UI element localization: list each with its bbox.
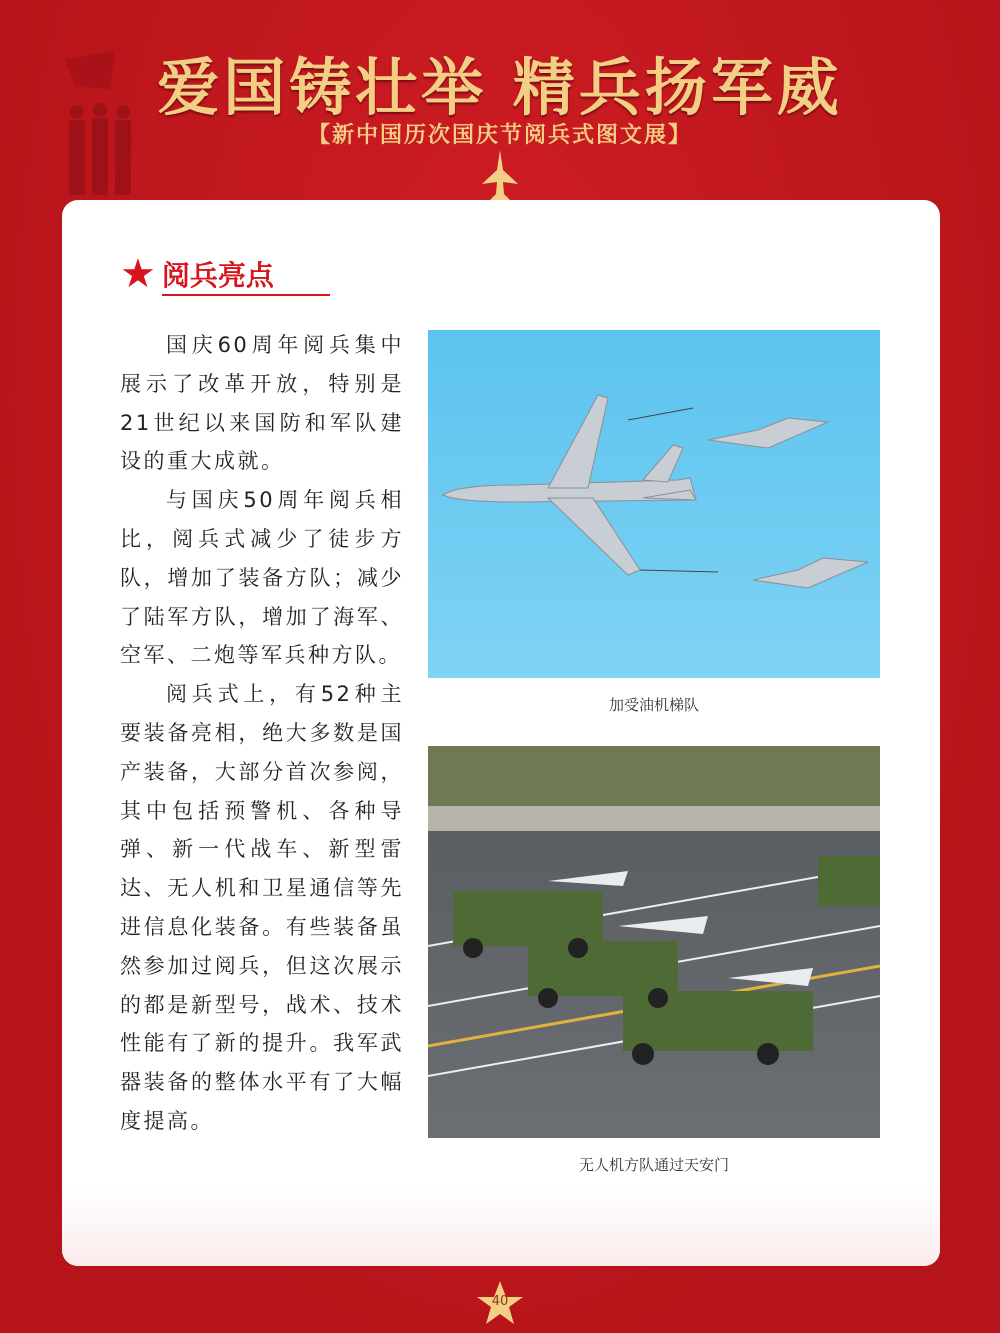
section-heading [120,251,274,297]
paragraph: 国庆60周年阅兵集中展示了改革开放，特别是21世纪以来国防和军队建设的重大成就。 [120,333,404,474]
section-underline [162,294,330,296]
photo-caption: 加受油机梯队 [608,696,699,714]
great-wall-watermark [62,1186,940,1266]
content-card [62,200,940,1266]
page-number: 40 [491,1294,509,1309]
photo-refueling-formation [428,330,880,678]
page-subtitle: 【新中国历次国庆节阅兵式图文展】 [307,122,692,148]
page-number-badge [476,1280,524,1326]
photo-drone-formation [428,746,880,1138]
body-text [120,326,404,1141]
page-title: 爱国铸壮举 精兵扬军威 [157,51,843,124]
paragraph: 与国庆50周年阅兵相比，阅兵式减少了徒步方队，增加了装备方队；减少了陆军方队，增加了海军、空军、二炮等军兵种方队。 [120,488,404,668]
star-icon: ★ [120,251,156,297]
paragraph: 阅兵式上，有52种主要装备亮相，绝大多数是国产装备，大部分首次参阅，其中包括预警机、各种导弹、新一代战车、新型雷达、无人机和卫星通信等先进信息化装备。有些装备虽然参加过阅兵，但这次展示的都是新型号，战术、技术性能有了新的提升。我军武器装备的整体水平有了大幅度提高。 [120,682,404,1133]
section-title: 阅兵亮点 [161,259,274,292]
jet-icon [482,150,518,202]
photo-caption: 无人机方队通过天安门 [578,1156,729,1174]
